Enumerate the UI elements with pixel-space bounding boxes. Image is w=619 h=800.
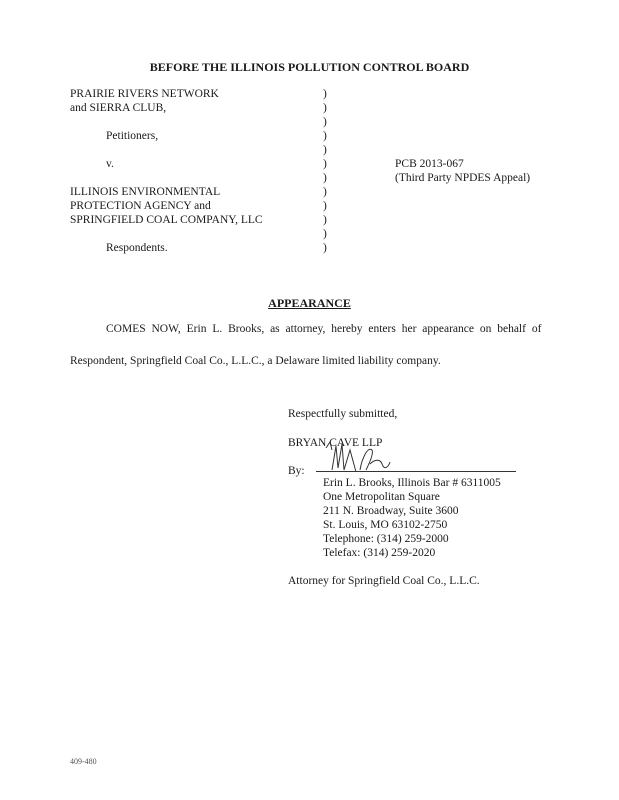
signature-line [316,471,516,472]
caption-paren: ) [323,158,327,170]
body-line2: Respondent, Springfield Coal Co., L.L.C., a Delaware limited liability company. [70,355,441,367]
case-type: (Third Party NPDES Appeal) [395,172,531,184]
petitioner-name-line2: and SIERRA CLUB, [70,102,167,114]
respondent-name-line1: ILLINOIS ENVIRONMENTAL [70,186,221,198]
petitioners-label: Petitioners, [106,130,159,142]
telefax: Telefax: (314) 259-2020 [323,547,436,559]
footer-code: 409-480 [70,757,97,766]
address-line1: One Metropolitan Square [323,491,440,503]
caption-paren: ) [323,130,327,142]
closing: Respectfully submitted, [288,408,398,420]
telephone: Telephone: (314) 259-2000 [323,533,449,545]
attorney-for: Attorney for Springfield Coal Co., L.L.C. [288,575,480,587]
respondent-name-line2: PROTECTION AGENCY and [70,200,211,212]
caption-paren: ) [323,116,327,128]
caption-paren: ) [323,172,327,184]
caption-paren: ) [323,186,327,198]
petitioner-name-line1: PRAIRIE RIVERS NETWORK [70,88,219,100]
case-number: PCB 2013-067 [395,158,464,170]
handwritten-signature [310,440,420,480]
caption-paren: ) [323,144,327,156]
address-line3: St. Louis, MO 63102-2750 [323,519,448,531]
caption-paren: ) [323,242,327,254]
firm-name: BRYAN CAVE LLP [288,437,383,449]
court-heading: BEFORE THE ILLINOIS POLLUTION CONTROL BOARD [149,60,470,74]
caption-paren: ) [323,88,327,100]
address-line2: 211 N. Broadway, Suite 3600 [323,505,459,517]
by-label: By: [288,465,305,477]
caption-paren: ) [323,214,327,226]
document-title: APPEARANCE [268,296,351,310]
attorney-name-bar: Erin L. Brooks, Illinois Bar # 6311005 [323,477,501,489]
body-line1: COMES NOW, Erin L. Brooks, as attorney, hereby enters her appearance on behalf of [106,323,542,335]
caption-paren: ) [323,200,327,212]
respondent-name-line3: SPRINGFIELD COAL COMPANY, LLC [70,214,263,226]
caption-paren: ) [323,228,327,240]
respondents-label: Respondents. [106,242,168,254]
versus-label: v. [106,158,114,170]
caption-paren: ) [323,102,327,114]
